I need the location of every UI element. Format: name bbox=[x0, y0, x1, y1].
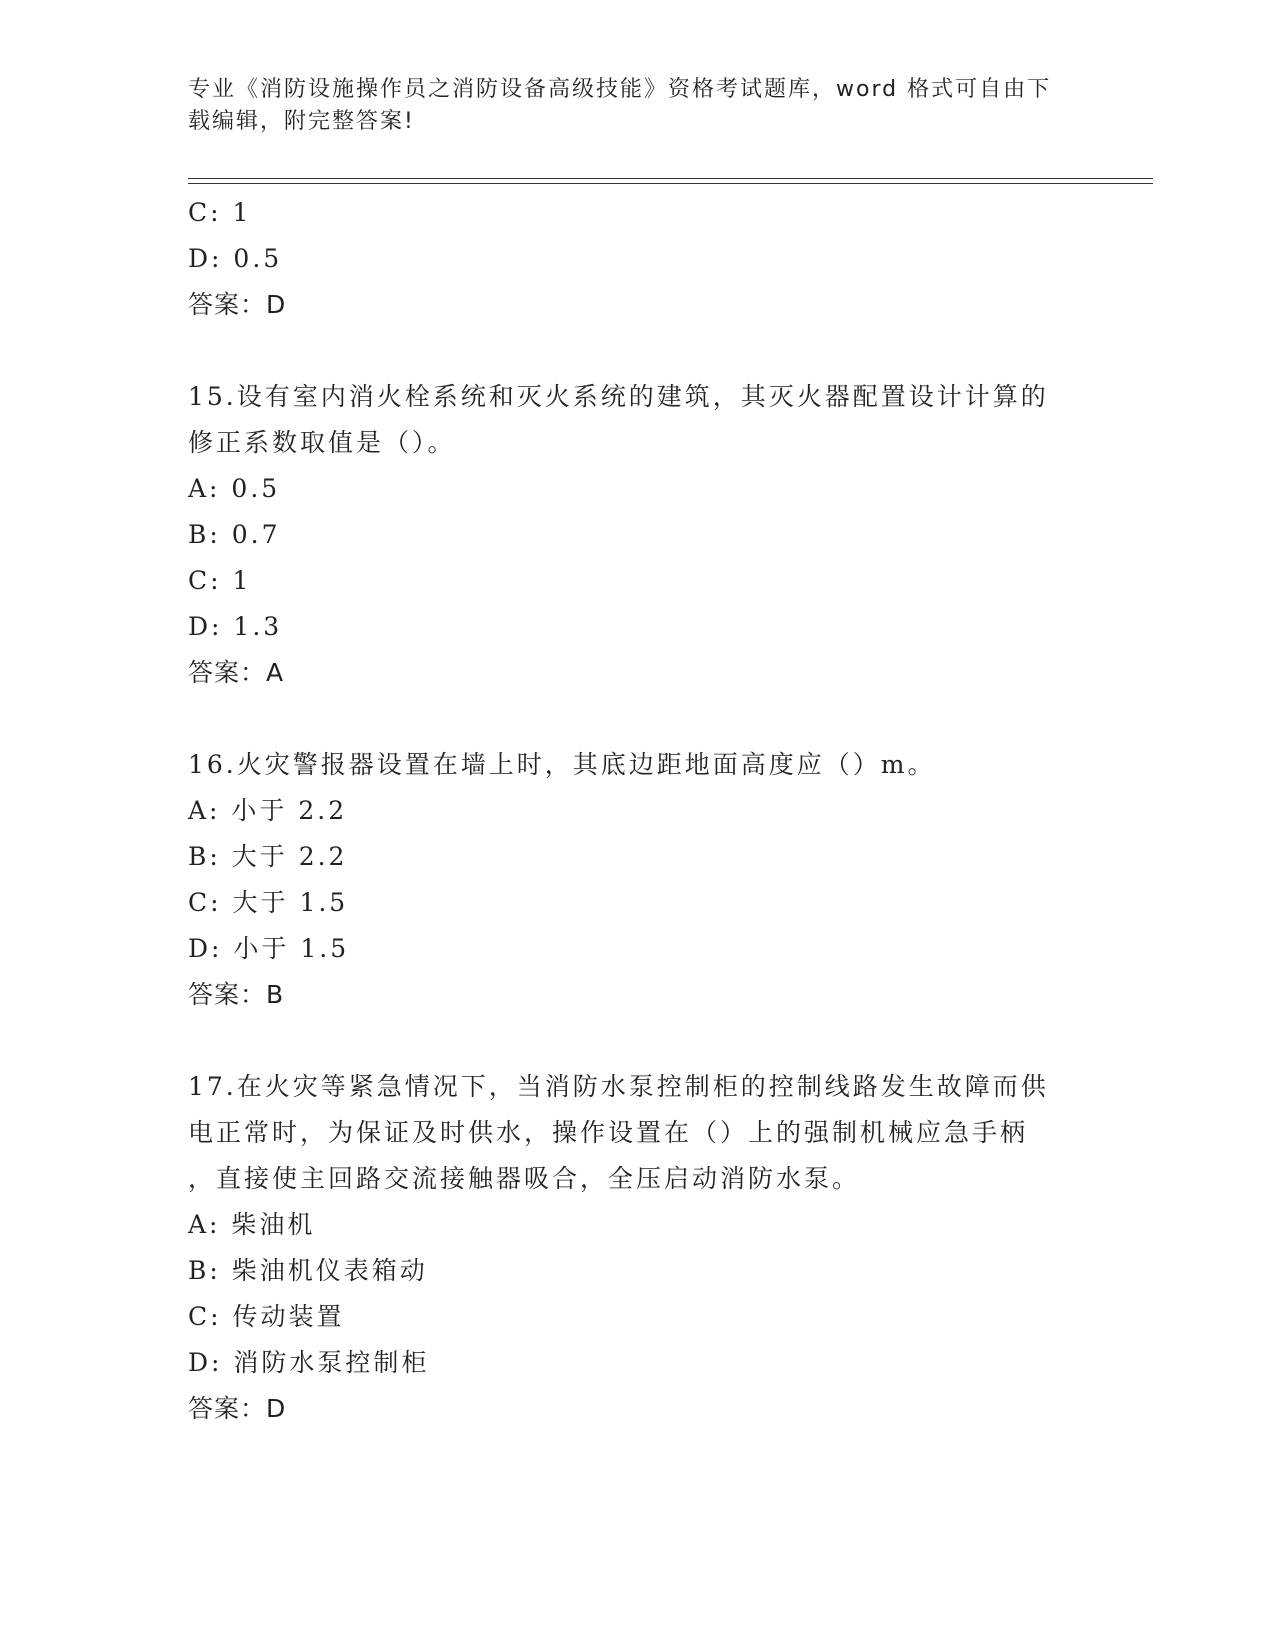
option-b: B: 柴油机仪表箱动 bbox=[188, 1256, 428, 1285]
option-c: C: 1 bbox=[188, 198, 252, 227]
option-b: B: 大于 2.2 bbox=[188, 842, 348, 871]
stem-line: ，直接使主回路交流接触器吸合，全压启动消防水泵。 bbox=[188, 1164, 861, 1193]
stem-line: 电正常时，为保证及时供水，操作设置在（）上的强制机械应急手柄 bbox=[188, 1118, 1029, 1147]
question-15 bbox=[188, 374, 1088, 696]
question-stem bbox=[188, 742, 1088, 788]
option-c: C: 大于 1.5 bbox=[188, 888, 349, 917]
option-d: D: 0.5 bbox=[188, 244, 283, 273]
stem-line: 16.火灾警报器设置在墙上时，其底边距地面高度应（）m。 bbox=[188, 750, 936, 779]
option-a: A: 小于 2.2 bbox=[188, 796, 348, 825]
spacer bbox=[188, 696, 1088, 742]
stem-line: 修正系数取值是（）。 bbox=[188, 428, 456, 457]
answer-line: 答案：A bbox=[188, 658, 285, 687]
option-a: A: 0.5 bbox=[188, 474, 281, 503]
option-d: D: 消防水泵控制柜 bbox=[188, 1348, 430, 1377]
question-16 bbox=[188, 742, 1088, 1018]
question-list bbox=[188, 190, 1088, 1432]
header-line-1: 专业《消防设施操作员之消防设备高级技能》资格考试题库，word 格式可自由下 bbox=[188, 77, 1052, 102]
stem-line: 15.设有室内消火栓系统和灭火系统的建筑，其灭火器配置设计计算的 bbox=[188, 382, 1049, 411]
stem-line: 17.在火灾等紧急情况下，当消防水泵控制柜的控制线路发生故障而供 bbox=[188, 1072, 1049, 1101]
question-continued bbox=[188, 190, 1088, 328]
question-17 bbox=[188, 1064, 1088, 1432]
question-stem bbox=[188, 374, 1088, 466]
option-d: D: 小于 1.5 bbox=[188, 934, 350, 963]
header-divider-bottom bbox=[188, 183, 1153, 184]
question-stem bbox=[188, 1064, 1088, 1202]
option-a: A: 柴油机 bbox=[188, 1210, 316, 1239]
header-line-2: 载编辑，附完整答案! bbox=[188, 109, 415, 134]
header-divider-top bbox=[188, 178, 1153, 179]
option-d: D: 1.3 bbox=[188, 612, 283, 641]
option-b: B: 0.7 bbox=[188, 520, 281, 549]
spacer bbox=[188, 1018, 1088, 1064]
answer-line: 答案：D bbox=[188, 1394, 287, 1423]
spacer bbox=[188, 328, 1088, 374]
answer-line: 答案：B bbox=[188, 980, 285, 1009]
option-c: C: 传动装置 bbox=[188, 1302, 345, 1331]
document-header bbox=[188, 74, 1068, 138]
answer-line: 答案：D bbox=[188, 290, 287, 319]
option-c: C: 1 bbox=[188, 566, 252, 595]
